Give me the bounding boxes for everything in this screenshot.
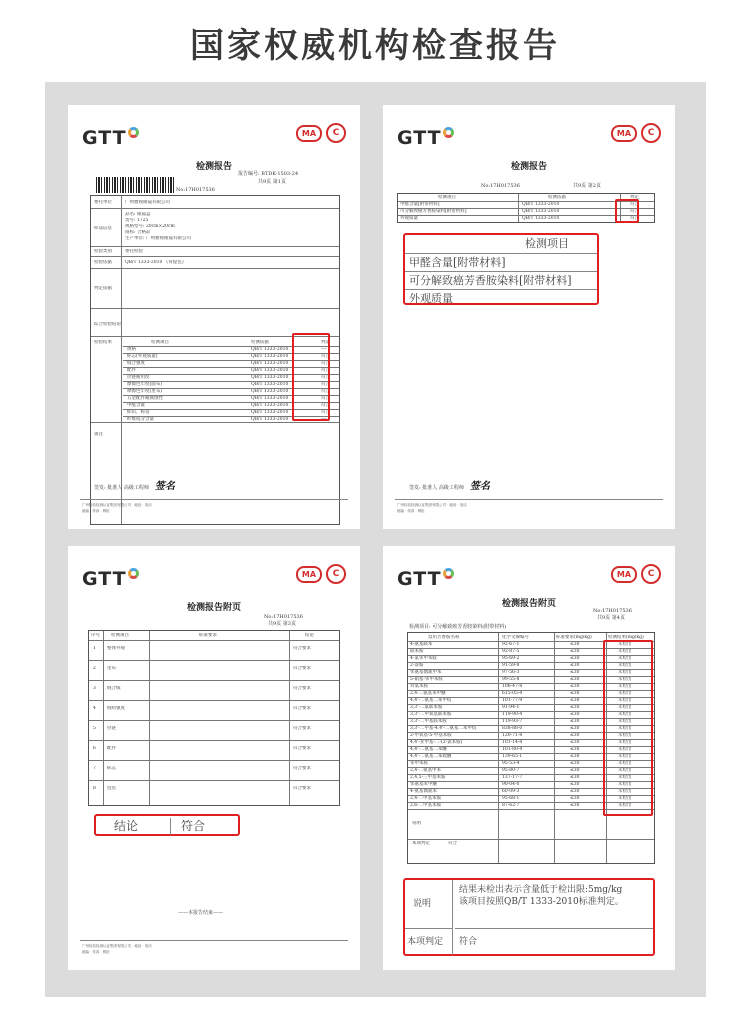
row-item: 缝纫强度 xyxy=(107,706,125,711)
row-verdict: 符合 xyxy=(321,389,330,394)
row-result: 未检出 xyxy=(618,768,632,773)
row-result: 未检出 xyxy=(618,726,632,731)
row-limit: ≤30 xyxy=(570,754,580,759)
row-item: 包装 xyxy=(107,786,116,791)
row-limit: ≤30 xyxy=(570,733,580,738)
result-highlight xyxy=(603,640,653,816)
doc-title: 检测报告 xyxy=(510,162,547,172)
doc-title: 检测报告 xyxy=(195,162,232,172)
gtt-logo: GTT xyxy=(82,568,139,590)
row-item: 标志 xyxy=(107,766,116,771)
row-item: 配件 xyxy=(107,746,116,751)
row-result: 未检出 xyxy=(618,733,632,738)
row-cas: 101-80-4 xyxy=(502,747,523,752)
row-limit: ≤30 xyxy=(570,747,580,752)
row-amine: 2,6-二甲基苯胺 xyxy=(410,803,442,808)
table-row xyxy=(89,660,339,661)
table-row xyxy=(408,839,654,840)
row-cas: 101-77-9 xyxy=(502,698,523,703)
row-cas: 95-80-7 xyxy=(502,768,520,773)
page-count: 共9页 第3页 xyxy=(268,621,296,627)
row-limit: ≤30 xyxy=(570,726,580,731)
row-cas: 615-05-4 xyxy=(502,691,523,696)
row-amine: 4,4'-亚甲基-二-(2-氯苯胺) xyxy=(410,740,463,745)
doc-title: 检测报告附页 xyxy=(186,603,241,613)
row-limit: ≤30 xyxy=(570,684,580,689)
row-cas: 91-59-8 xyxy=(502,663,520,668)
table-row xyxy=(89,700,339,701)
row-index: 8 xyxy=(93,786,96,791)
note-label: 说明 xyxy=(412,821,421,826)
row-result: 未检出 xyxy=(618,656,632,661)
page-count: 共9页 第1页 xyxy=(258,179,286,185)
row-verdict: 符合 xyxy=(321,403,330,408)
ma-mark-icon: MA xyxy=(296,125,322,142)
row-result: 未检出 xyxy=(618,663,632,668)
row-limit: ≤30 xyxy=(570,670,580,675)
amine-table: 禁用芳香胺名称 化学文摘编号 标准要求(mg/kg) 检测结果(mg/kg) 4-氨基联苯 92-67-1 ≤30 未检出 联苯胺 92-87-5 ≤30 未检出 4-氯邻甲苯胺 95-69-2 ≤30 未检出 2-萘胺 91-59-8 ≤30 未检出 邻氨基偶氮甲苯 97-56-3 ≤30 未检出 5-硝基-邻甲苯胺 99-55-8 ≤30 未检出 对氯苯胺 106-47-8 ≤30 未检出 2,4-二氨基苯甲醚 615-05-4 ≤30 未检出 4,4'-二氨基二苯甲烷 101-77-9 ≤30 未检出 3,3'-二氯联苯胺 91-94-1 ≤30 未检出 3,3'-二甲氧基联苯胺 119-90-4 ≤30 未检出 3,3'-二甲基联苯胺 119-93-7 ≤30 未检出 3,3'-二甲基-4,4'-二氨基二苯甲烷 838-88-0 ≤30 未检出 2-甲氧基-5-甲基苯胺 120-71-8 ≤30 未检出 4,4'-亚甲基-二-(2-氯苯胺) 101-14-4 ≤30 未检出 4,4'-二氨基二苯醚 101-80-4 ≤30 未检出 4,4'-二氨基二苯硫醚 139-65-1 ≤30 未检出 邻甲苯胺 95-53-4 ≤30 未检出 2,4-二氨基甲苯 95-80-7 ≤30 未检出 2,4,5-三甲基苯胺 137-17-7 ≤30 未检出 邻氨基苯甲醚 90-04-0 ≤30 未检出 4-氨基偶氮苯 60-09-3 ≤30 未检出 2,4-二甲基苯胺 95-68-1 ≤30 未检出 2,6-二甲基苯胺 87-62-7 ≤30 未检出 说明 本项判定 符合 xyxy=(407,632,655,864)
row-cas: 101-14-4 xyxy=(502,740,523,745)
row-limit: ≤30 xyxy=(570,803,580,808)
row-standard: QB/T 1333-2010 xyxy=(251,403,289,408)
row-cas: 90-04-0 xyxy=(502,782,520,787)
row-amine: 邻甲苯胺 xyxy=(410,761,428,766)
row-index: 2 xyxy=(93,666,96,671)
row-standard: QB/T 1333-2010 xyxy=(251,417,289,422)
row-limit: ≤30 xyxy=(570,712,580,717)
row-verdict: 符合要求 xyxy=(293,646,311,651)
row-verdict: 符合要求 xyxy=(293,706,311,711)
row-result: 未检出 xyxy=(618,740,632,745)
gtt-logo: GTT xyxy=(397,127,454,149)
row-amine: 2-甲氧基-5-甲基苯胺 xyxy=(410,733,452,738)
row-index: 6 xyxy=(93,746,96,751)
row-standard: QB/T 1333-2010 xyxy=(251,354,289,359)
doc-title: 检测报告附页 xyxy=(501,599,556,609)
row-index: 4 xyxy=(93,706,96,711)
row-result: 未检出 xyxy=(618,649,632,654)
zoom-callout: 说明 结果未检出表示含量低于检出限:5mg/kg 该项目按照QB/T 1333-2010标准判定。 本项判定 符合 xyxy=(403,878,655,956)
row-standard: QB/T 1333-2010 xyxy=(251,396,289,401)
gtt-logo: GTT xyxy=(82,127,139,149)
row-item: 五金配件耐腐蚀性 xyxy=(127,396,163,401)
row-amine: 邻氨基偶氮甲苯 xyxy=(410,670,442,675)
row-amine: 3,3'-二甲氧基联苯胺 xyxy=(410,712,452,717)
row-item: 拉链 xyxy=(107,726,116,731)
row-standard: QB/T 1333-2010 xyxy=(251,347,289,352)
row-cas: 119-90-4 xyxy=(502,712,523,717)
row-cas: 99-55-8 xyxy=(502,677,520,682)
row-verdict: ---- xyxy=(321,347,328,352)
row-result: 未检出 xyxy=(618,705,632,710)
row-limit: ≤30 xyxy=(570,698,580,703)
row-result: 未检出 xyxy=(618,712,632,717)
gtt-logo: GTT xyxy=(397,568,454,590)
row-limit: ≤30 xyxy=(570,775,580,780)
row-cas: 92-87-5 xyxy=(502,649,520,654)
table-row xyxy=(89,640,339,641)
row-result: 未检出 xyxy=(618,782,632,787)
row-item: 标志(外观质量) xyxy=(127,354,158,359)
row-amine: 2,4,5-三甲基苯胺 xyxy=(410,775,446,780)
judge-label: 本项判定 xyxy=(412,841,430,846)
report-page-2: GTT MA C 检测报告 No:17H017536 共9页 第2页 检测项目 检测依据 判定 甲醛含量[附带材料] QB/T 1333-2010 符合 可分解致癌芳香胺染料[附带材料] QB/T 1333-2010 符合 外观质量 QB/T 1333-2010 符合 检测项目 甲醛含量[附带材料] 可分解致癌芳香胺染料[附带材料] 外观质量 签发: 批准人 高级工程师 签名 广州检验检测认证集团有限公司 · 地址 · 电话 邮编 · 传真 · 网址 xyxy=(383,105,675,529)
row-verdict: 符合 xyxy=(321,382,330,387)
row-limit: ≤30 xyxy=(570,691,580,696)
zoom-callout: 结论 符合 xyxy=(94,814,240,836)
table-row xyxy=(89,740,339,741)
verdict-highlight xyxy=(292,333,330,421)
serial-no: No:17H017536 xyxy=(176,187,215,193)
row-verdict: 符合要求 xyxy=(293,766,311,771)
row-cas: 87-62-7 xyxy=(502,803,520,808)
report-no: 报告编号: BTDK-1503-24 xyxy=(238,171,299,177)
row-verdict: ---- xyxy=(321,417,328,422)
row-limit: ≤30 xyxy=(570,649,580,654)
table-row xyxy=(89,760,339,761)
row-item: 拉链耐用度 xyxy=(127,375,150,380)
row-standard: QB/T 1333-2010 xyxy=(251,368,289,373)
ma-mark-icon: MA xyxy=(296,566,322,583)
report-page-4 xyxy=(383,546,675,970)
row-amine: 3,3'-二氯联苯胺 xyxy=(410,705,443,710)
row-result: 未检出 xyxy=(618,719,632,724)
row-amine: 邻氨基苯甲醚 xyxy=(410,782,437,787)
serial-no: No:17H017536 xyxy=(264,614,303,620)
row-limit: ≤30 xyxy=(570,719,580,724)
row-item: 规格 xyxy=(127,347,136,352)
row-amine: 对氯苯胺 xyxy=(410,684,428,689)
row-amine: 4,4'-二氨基二苯甲烷 xyxy=(410,698,452,703)
logo-ring-icon xyxy=(443,568,454,579)
row-result: 未检出 xyxy=(618,789,632,794)
row-amine: 2,4-二氨基甲苯 xyxy=(410,768,442,773)
row-verdict: 符合要求 xyxy=(293,666,311,671)
row-limit: ≤30 xyxy=(570,642,580,647)
serial-no: No:17H017536 xyxy=(481,183,520,189)
row-amine: 4-氯邻甲苯胺 xyxy=(410,656,437,661)
row-result: 未检出 xyxy=(618,670,632,675)
row-limit: ≤30 xyxy=(570,705,580,710)
row-verdict: 符合 xyxy=(321,375,330,380)
row-verdict: 符合 xyxy=(321,396,330,401)
row-limit: ≤30 xyxy=(570,782,580,787)
row-item: 标识、标签 xyxy=(127,410,150,415)
row-cas: 95-68-1 xyxy=(502,796,520,801)
row-result: 未检出 xyxy=(618,684,632,689)
row-amine: 4-氨基偶氮苯 xyxy=(410,789,437,794)
row-item: 缝合线 xyxy=(107,686,121,691)
row-index: 1 xyxy=(93,646,96,651)
row-amine: 2-萘胺 xyxy=(410,663,424,668)
row-index: 3 xyxy=(93,686,96,691)
section-title: 检测项目: 可分解致癌芳香胺染料(附带材料) xyxy=(409,624,507,630)
barcode xyxy=(96,177,174,193)
row-limit: ≤30 xyxy=(570,761,580,766)
row-item: 整体外观 xyxy=(107,646,125,651)
ma-mark-icon: MA xyxy=(611,566,637,583)
row-amine: 2,4-二氨基苯甲醚 xyxy=(410,691,446,696)
row-result: 未检出 xyxy=(618,691,632,696)
row-standard: QB/T 1333-2010 xyxy=(251,410,289,415)
appendix-table: 序号 检测项目 标准要求 结论 1 整体外观 符合要求 2 里布 符合要求 3 缝合线 符合要求 4 缝纫强度 符合要求 5 拉链 符合要求 6 配件 符合要求 7 标志 符合要求 8 包装 符合要求 xyxy=(88,630,340,806)
row-cas: 137-17-7 xyxy=(502,775,523,780)
row-verdict: 符合 xyxy=(321,361,330,366)
report-page-1: GTT MA C 检测报告 报告编号: BTDK-1503-24 共9页 第1页 No:17H017536 委托单位 广州雅视眼镜有限公司 样品信息 品名: 眼镜盒 货号: 1725 规格型号: 20cm×20cm 商标: 合格品 生产单位: 广州雅视眼镜有限公司 检验类别 委托检验 检验依据 QB/T 1333-2010 《背提包》 判定依据 综合检验结论 检验结果 检测项目 检测依据 判定 规格 QB/T 1333-2010 ---- 标志(外观质量) QB/T 1333-2010 符合 缝合强度 QB/T 1333-2010 符合 配件 QB/T 1333-2010 符合 拉链耐用度 QB/T 1333-2010 符合 摩擦色牢度(面布) QB/T 1333-2010 符合 摩擦色牢度(里布) QB/T 1333-2010 符合 五金配件耐腐蚀性 QB/T 1333-2010 符合 甲醛含量 QB/T 1333-2010 符合 标识、标签 QB/T 1333-2010 符合 纤维成分含量 QB/T 1333-2010 ---- 备注 签发: 批准人 高级工程师 签名 广州检验检测认证集团有限公司 · 地址 · 电话 邮编 · 传真 · 网址 xyxy=(68,105,360,529)
row-verdict: 符合要求 xyxy=(293,746,311,751)
cnas-mark-icon: C xyxy=(641,564,661,584)
row-result: 未检出 xyxy=(618,775,632,780)
row-result: 未检出 xyxy=(618,754,632,759)
row-amine: 2,4-二甲基苯胺 xyxy=(410,796,442,801)
row-cas: 838-88-0 xyxy=(502,726,523,731)
ma-mark-icon: MA xyxy=(611,125,637,142)
row-verdict: 符合要求 xyxy=(293,786,311,791)
row-amine: 5-硝基-邻甲苯胺 xyxy=(410,677,443,682)
row-verdict: 符合要求 xyxy=(293,726,311,731)
row-limit: ≤30 xyxy=(570,663,580,668)
row-item: 缝合强度 xyxy=(127,361,145,366)
row-result: 未检出 xyxy=(618,803,632,808)
banner-title: 国家权威机构检查报告 xyxy=(190,26,560,66)
row-verdict: 符合要求 xyxy=(293,686,311,691)
row-result: 未检出 xyxy=(618,747,632,752)
table-row xyxy=(89,720,339,721)
row-verdict: 符合 xyxy=(321,368,330,373)
row-standard: QB/T 1333-2010 xyxy=(251,389,289,394)
row-amine: 3,3'-二甲基-4,4'-二氨基二苯甲烷 xyxy=(410,726,477,731)
row-result: 未检出 xyxy=(618,796,632,801)
row-limit: ≤30 xyxy=(570,740,580,745)
serial-no: No:17H017536 xyxy=(593,608,632,614)
row-standard: QB/T 1333-2010 xyxy=(251,382,289,387)
row-item: 纤维成分含量 xyxy=(127,417,154,422)
logo-ring-icon xyxy=(443,127,454,138)
logo-ring-icon xyxy=(128,127,139,138)
row-item: 摩擦色牢度(面布) xyxy=(127,382,163,387)
report-page-3: GTT MA C 检测报告附页 No:17H017536 共9页 第3页 序号 检测项目 标准要求 结论 1 整体外观 符合要求 2 里布 符合要求 3 缝合线 符合要求 4 缝纫强度 符合要求 5 拉链 符合要求 6 配件 符合要求 7 标志 符合要求 8 包装 符合要求 结论 符合 ——本报告结束—— 广州检验检测认证集团有限公司 · 地址 · 电话 邮编 · 传真 · 网址 xyxy=(68,546,360,970)
row-amine: 4,4'-二氨基二苯醚 xyxy=(410,747,447,752)
row-amine: 3,3'-二甲基联苯胺 xyxy=(410,719,447,724)
row-verdict: 符合 xyxy=(321,354,330,359)
row-index: 7 xyxy=(93,766,96,771)
row-verdict: 符合 xyxy=(321,410,330,415)
verdict-highlight xyxy=(615,199,639,223)
table-row xyxy=(89,680,339,681)
row-amine: 4,4'-二氨基二苯硫醚 xyxy=(410,754,452,759)
row-item: 甲醛含量 xyxy=(127,403,145,408)
row-limit: ≤30 xyxy=(570,796,580,801)
row-result: 未检出 xyxy=(618,698,632,703)
signer: 签发: 批准人 高级工程师 签名 xyxy=(409,481,490,492)
cnas-mark-icon: C xyxy=(641,123,661,143)
signer: 签发: 批准人 高级工程师 签名 xyxy=(94,481,175,492)
logo-ring-icon xyxy=(128,568,139,579)
row-limit: ≤30 xyxy=(570,677,580,682)
row-index: 5 xyxy=(93,726,96,731)
end-mark: ——本报告结束—— xyxy=(178,910,224,916)
page-count: 共9页 第2页 xyxy=(573,183,601,189)
row-cas: 119-93-7 xyxy=(502,719,523,724)
table-row xyxy=(89,780,339,781)
row-item: 里布 xyxy=(107,666,116,671)
row-cas: 106-47-8 xyxy=(502,684,523,689)
row-cas: 91-94-1 xyxy=(502,705,520,710)
row-result: 未检出 xyxy=(618,761,632,766)
row-cas: 139-65-1 xyxy=(502,754,523,759)
row-cas: 60-09-3 xyxy=(502,789,520,794)
row-limit: ≤30 xyxy=(570,789,580,794)
row-cas: 95-53-4 xyxy=(502,761,520,766)
cnas-mark-icon: C xyxy=(326,123,346,143)
row-cas: 92-67-1 xyxy=(502,642,520,647)
report-table: 委托单位 广州雅视眼镜有限公司 样品信息 品名: 眼镜盒 货号: 1725 规格型号: 20cm×20cm 商标: 合格品 生产单位: 广州雅视眼镜有限公司 检验类别 委托检验 检验依据 QB/T 1333-2010 《背提包》 判定依据 综合检验结论 检验结果 检测项目 检测依据 判定 规格 QB/T 1333-2010 ---- 标志(外观质量) QB/T 1333-2010 符合 缝合强度 QB/T 1333-2010 符合 配件 QB/T 1333-2010 符合 拉链耐用度 QB/T 1333-2010 符合 摩擦色牢度(面布) QB/T 1333-2010 符合 摩擦色牢度(里布) QB/T 1333-2010 符合 五金配件耐腐蚀性 QB/T 1333-2010 符合 甲醛含量 QB/T 1333-2010 符合 标识、标签 QB/T 1333-2010 符合 纤维成分含量 QB/T 1333-2010 ---- 备注 xyxy=(90,195,340,525)
row-cas: 120-71-8 xyxy=(502,733,523,738)
zoom-callout: 检测项目 甲醛含量[附带材料] 可分解致癌芳香胺染料[附带材料] 外观质量 xyxy=(403,233,599,305)
row-limit: ≤30 xyxy=(570,768,580,773)
judge-value: 符合 xyxy=(448,841,457,846)
row-result: 未检出 xyxy=(618,642,632,647)
row-amine: 4-氨基联苯 xyxy=(410,642,433,647)
row-amine: 联苯胺 xyxy=(410,649,424,654)
page-count: 共9页 第4页 xyxy=(597,615,625,621)
cnas-mark-icon: C xyxy=(326,564,346,584)
row-standard: QB/T 1333-2010 xyxy=(251,375,289,380)
items-table: 检测项目 检测依据 判定 甲醛含量[附带材料] QB/T 1333-2010 符合 可分解致癌芳香胺染料[附带材料] QB/T 1333-2010 符合 外观质量 QB/T 1333-2010 符合 xyxy=(397,193,655,223)
row-cas: 97-56-3 xyxy=(502,670,520,675)
row-item: 摩擦色牢度(里布) xyxy=(127,389,163,394)
row-limit: ≤30 xyxy=(570,656,580,661)
row-result: 未检出 xyxy=(618,677,632,682)
row-item: 配件 xyxy=(127,368,136,373)
row-standard: QB/T 1333-2010 xyxy=(251,361,289,366)
row-cas: 95-69-2 xyxy=(502,656,520,661)
